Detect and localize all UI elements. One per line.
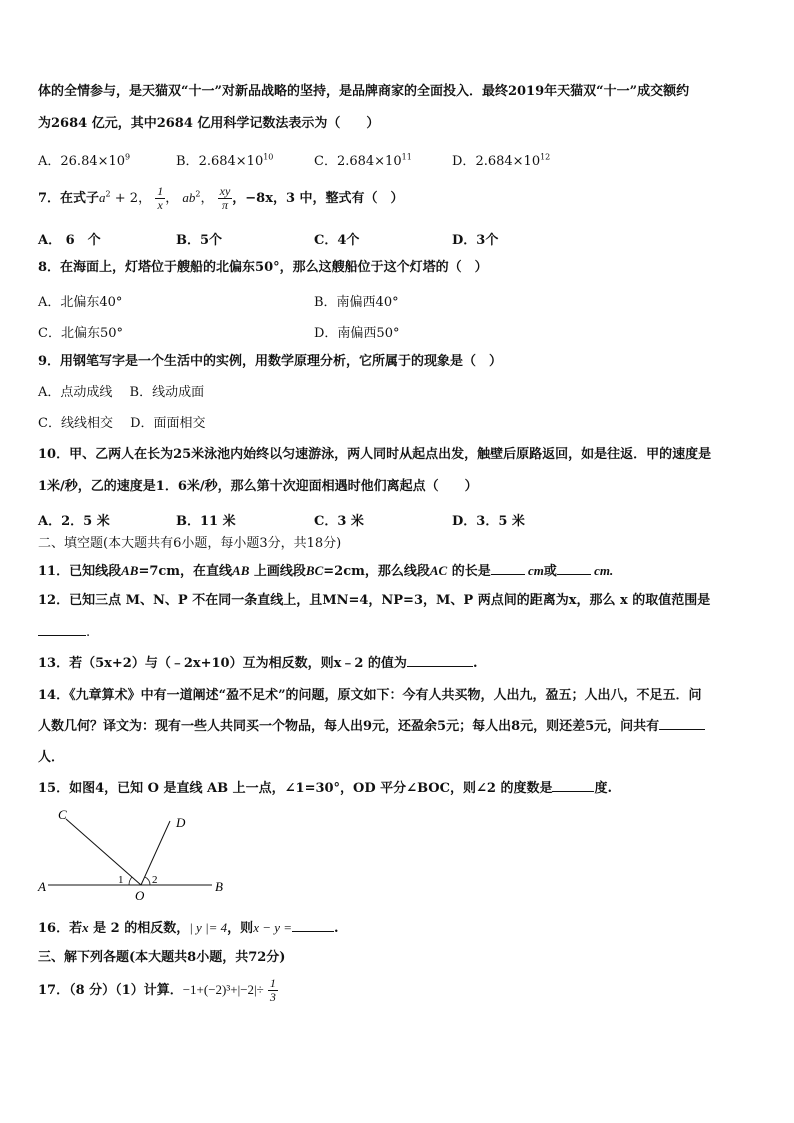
q16-answer-blank[interactable] xyxy=(292,931,334,932)
q11-stem: 11．已知线段AB=7cm，在直线AB 上画线段BC=2cm，那么线段AC 的长是 cm或 cm. xyxy=(38,563,614,579)
section-3-heading: 三、解下列各题(本大题共8小题，共72分) xyxy=(38,950,286,965)
q8-stem: 8．在海面上，灯塔位于艘船的北偏东50°，那么这艘船位于这个灯塔的（ ） xyxy=(38,260,488,275)
q9-options-cd: C．线线相交 D．面面相交 xyxy=(38,416,206,431)
q11-answer-blank-1[interactable] xyxy=(491,574,525,575)
q6-option-d: D．$2.684\times 10^{12}$ xyxy=(452,152,551,169)
q6-option-a: A．$26.84\times 10^9$ xyxy=(38,152,131,169)
label-point-a: A xyxy=(38,879,46,894)
q7-option-c: C．4个 xyxy=(314,233,360,248)
q14-stem-line2: 人数几何？译文为：现有一些人共同买一个物品，每人出9元，还盈余5元；每人出8元，则还差5元，问共有 xyxy=(38,719,705,735)
q17-fraction-one-third: $\frac{1}{3}$ xyxy=(269,976,276,1004)
q10-stem-line1: 10．甲、乙两人在长为25米泳池内始终以匀速游泳，两人同时从起点出发，触壁后原路返回，如是往返．甲的速度是 xyxy=(38,447,712,462)
q14-stem-line1: 14．《九章算术》中有一道阐述“盈不足术”的问题，原文如下：今有人共买物，人出九，盈五；人出八，不足五．问 xyxy=(38,688,702,703)
q12-answer-blank[interactable] xyxy=(38,635,86,636)
q14-stem-line3: 人． xyxy=(38,750,65,765)
q8-option-d: D．南偏西50° xyxy=(314,326,400,341)
q7-stem: 7．在式子$a^2 + 2$， $\frac{1}{x}$ ， $ab^2$， $\frac{xy}{\pi}$ ，−8x，3 中，整式有（ ） xyxy=(38,184,404,212)
q7-fraction-xy-over-pi: $\frac{xy}{\pi}$ xyxy=(219,184,231,212)
q13-stem: 13．若（5x+2）与（﹣2x+10）互为相反数，则x﹣2 的值为 . xyxy=(38,656,478,671)
q16-stem: 16．若x 是 2 的相反数，| y |= 4，则x − y = . xyxy=(38,920,339,936)
q8-option-a: A．北偏东40° xyxy=(38,295,123,310)
section-2-heading: 二、填空题(本大题共有6小题，每小题3分，共18分) xyxy=(38,536,342,551)
q6-stem-line2: 为2684 亿元，其中2684 亿用科学记数法表示为（ ） xyxy=(38,116,380,131)
q7-fraction-1-over-x: $\frac{1}{x}$ xyxy=(157,184,164,212)
q10-option-b: B．11 米 xyxy=(176,514,236,529)
q13-answer-blank[interactable] xyxy=(407,666,473,667)
q7-option-b: B．5个 xyxy=(176,233,223,248)
label-point-o: O xyxy=(135,888,145,900)
q10-option-c: C．3 米 xyxy=(314,514,364,529)
q15-answer-blank[interactable] xyxy=(552,791,594,792)
q14-answer-blank[interactable] xyxy=(659,729,705,730)
q15-stem: 15．如图4，已知 O 是直线 AB 上一点，∠1=30°，OD 平分∠BOC，则∠2 的度数是 度. xyxy=(38,781,612,796)
q10-option-a: A．2．5 米 xyxy=(38,514,110,529)
label-point-d: D xyxy=(176,815,186,830)
q11-answer-blank-2[interactable] xyxy=(557,574,591,575)
label-point-c: C xyxy=(58,807,67,822)
q17-stem: 17．（8 分）（1）计算．−1+(−2)³+|−2|÷ $\frac{1}{3}$ xyxy=(38,976,276,1004)
q7-option-d: D．3个 xyxy=(452,233,499,248)
q6-stem-line1: 体的全情参与，是天猫双“十一”对新品战略的坚持，是品牌商家的全面投入．最终2019年天猫双“十一”成交额约 xyxy=(38,84,690,99)
q9-options-ab: A．点动成线 B．线动成面 xyxy=(38,385,205,400)
q10-option-d: D．3．5 米 xyxy=(452,514,525,529)
q12-stem: 12．已知三点 M、N、P 不在同一条直线上，且MN=4，NP=3，M、P 两点间的距离为x，那么 x 的取值范围是 xyxy=(38,593,711,608)
label-angle-1: 1 xyxy=(118,874,124,886)
q7-option-a: A． 6 个 xyxy=(38,233,101,248)
q6-option-c: C．$2.684\times 10^{11}$ xyxy=(314,152,412,169)
q6-option-b: B．$2.684\times 10^{10}$ xyxy=(176,152,274,169)
label-point-b: B xyxy=(215,879,223,894)
q8-option-c: C．北偏东50° xyxy=(38,326,123,341)
q9-stem: 9．用钢笔写字是一个生活中的实例，用数学原理分析，它所属于的现象是（ ） xyxy=(38,354,503,369)
q8-option-b: B．南偏西40° xyxy=(314,295,399,310)
q12-answer-line: . xyxy=(38,625,90,641)
q10-stem-line2: 1米/秒，乙的速度是1．6米/秒，那么第十次迎面相遇时他们离起点（ ） xyxy=(38,479,478,494)
label-angle-2: 2 xyxy=(152,874,158,886)
figure-4-angle-diagram xyxy=(30,805,240,900)
